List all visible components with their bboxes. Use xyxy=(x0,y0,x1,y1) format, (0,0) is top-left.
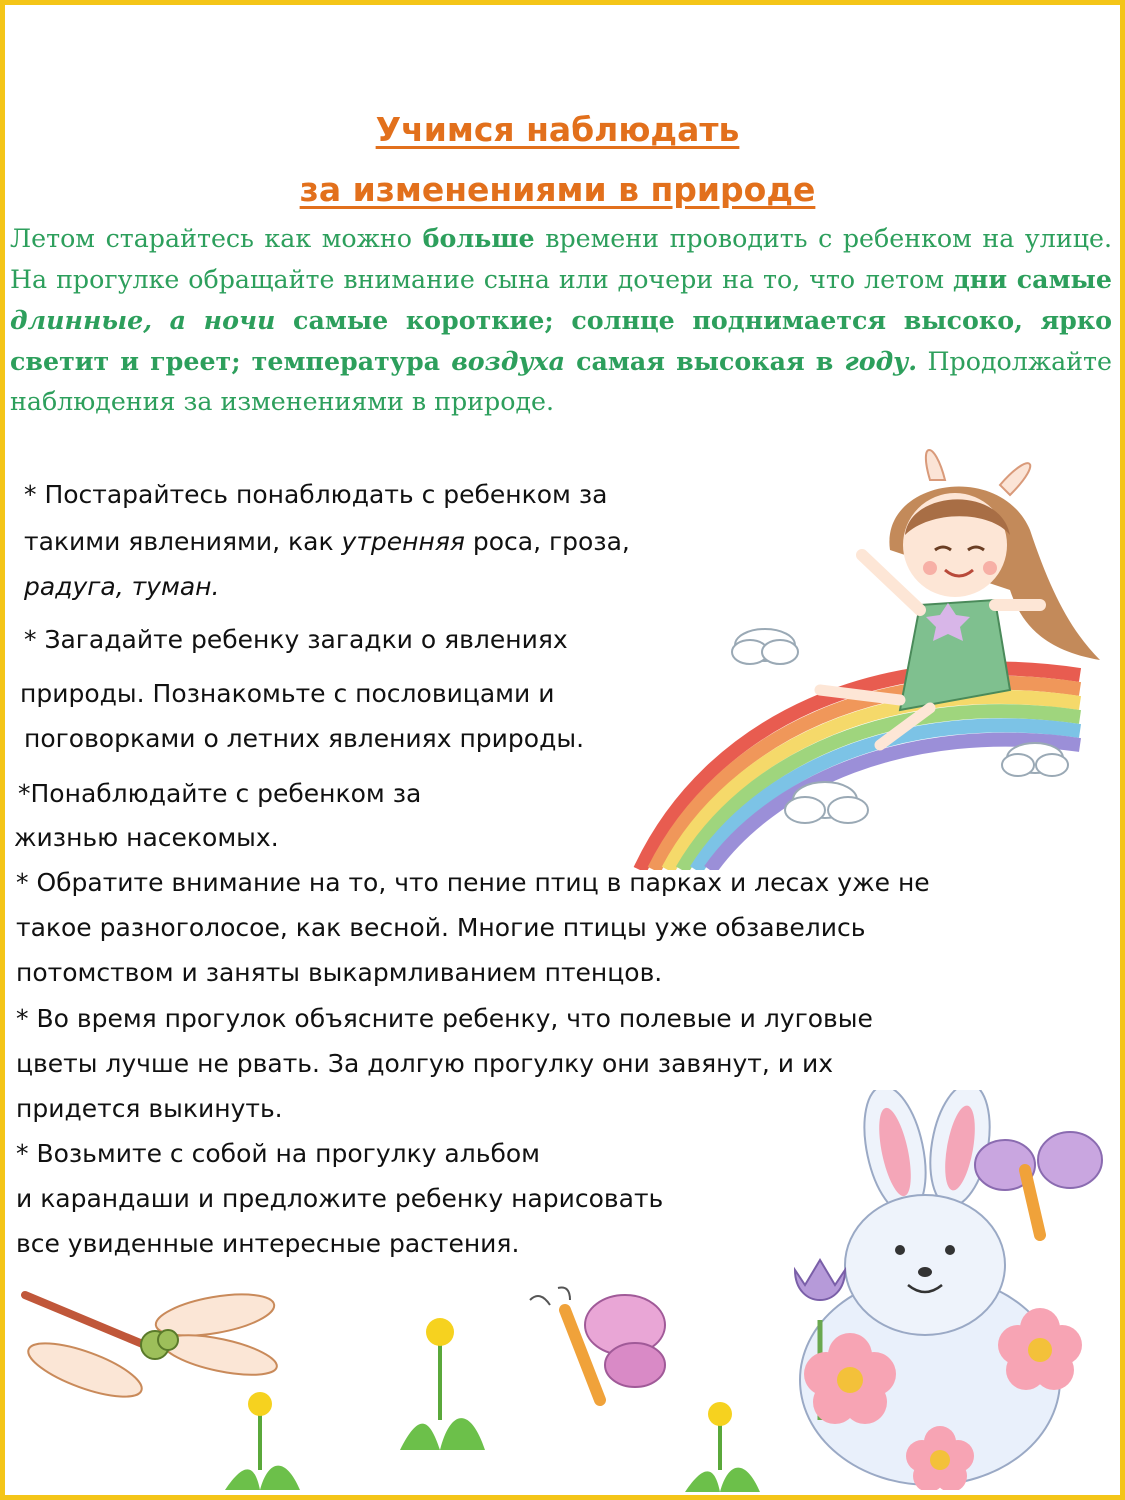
tip-5-line-2: цветы лучше не рвать. За долгую прогулку они завянут, и их xyxy=(16,1049,834,1078)
dandelion-icon xyxy=(225,1318,760,1492)
tip-6-line-2: и карандаши и предложите ребенку нарисовать xyxy=(16,1184,664,1213)
intro-italic-1: длинные, а ночи xyxy=(10,305,276,335)
intro-paragraph xyxy=(10,218,1112,422)
intro-text-2: времени проводить с ребенком на улице. На прогулке обращайте внимание сына или дочери на то, что летом xyxy=(10,224,1112,294)
tip-2-line-3: поговорками о летних явлениях природы. xyxy=(24,724,585,753)
tip-3-line-1: *Понаблюдайте с ребенком за xyxy=(18,779,422,808)
tip-6-line-1: * Возьмите с собой на прогулку альбом xyxy=(16,1139,541,1168)
page-title-line2: за изменениями в природе xyxy=(299,170,816,209)
tip-1-line-2-a: такими явлениями, как xyxy=(24,527,342,556)
tip-1-line-2-italic: утренняя xyxy=(341,527,465,556)
tip-2-line-1: * Загадайте ребенку загадки о явлениях xyxy=(24,625,568,654)
tip-4-line-3: потомством и заняты выкармливанием птенцов. xyxy=(16,958,663,987)
intro-bold-2a: дни самые xyxy=(952,264,1112,294)
tip-2-line-2: природы. Познакомьте с пословицами и xyxy=(20,679,555,708)
tip-4-line-1: * Обратите внимание на то, что пение птиц в парках и лесах уже не xyxy=(16,868,930,897)
intro-text-3: Продолжайте наблюдения за изменениями в природе. xyxy=(10,347,1112,416)
intro-text-1: Летом старайтесь как можно xyxy=(10,224,423,253)
intro-italic-3: году. xyxy=(844,346,918,376)
tip-3-line-2: жизнью насекомых. xyxy=(14,823,279,852)
intro-italic-2: воздуха xyxy=(451,346,566,376)
dandelion-illustration xyxy=(200,1310,800,1495)
page-title-line1: Учимся наблюдать xyxy=(375,110,740,149)
tip-1-line-3 xyxy=(24,564,219,609)
girl-on-rainbow-illustration xyxy=(600,440,1100,870)
tip-5-line-1: * Во время прогулок объясните ребенку, что полевые и луговые xyxy=(16,1004,873,1033)
tip-4-line-2: такое разноголосое, как весной. Многие птицы уже обзавелись xyxy=(16,913,866,942)
tip-1-line-3-italic: радуга, туман. xyxy=(24,572,220,601)
butterfly-icon xyxy=(975,1132,1102,1235)
tip-1-line-2 xyxy=(24,519,630,564)
intro-bold-1: больше xyxy=(422,223,535,253)
intro-bold-4: самая высокая в xyxy=(565,346,845,376)
tip-1-line-2-c: роса, гроза, xyxy=(464,527,630,556)
tip-1-line-1: * Постарайтесь понаблюдать с ребенком за xyxy=(24,480,608,509)
intro-bold-3: самые короткие; солнце поднимается высоко, ярко светит и греет; температура xyxy=(10,305,1113,376)
tip-6-line-3: все увиденные интересные растения. xyxy=(16,1229,520,1258)
tip-5-line-3: придется выкинуть. xyxy=(16,1094,283,1123)
